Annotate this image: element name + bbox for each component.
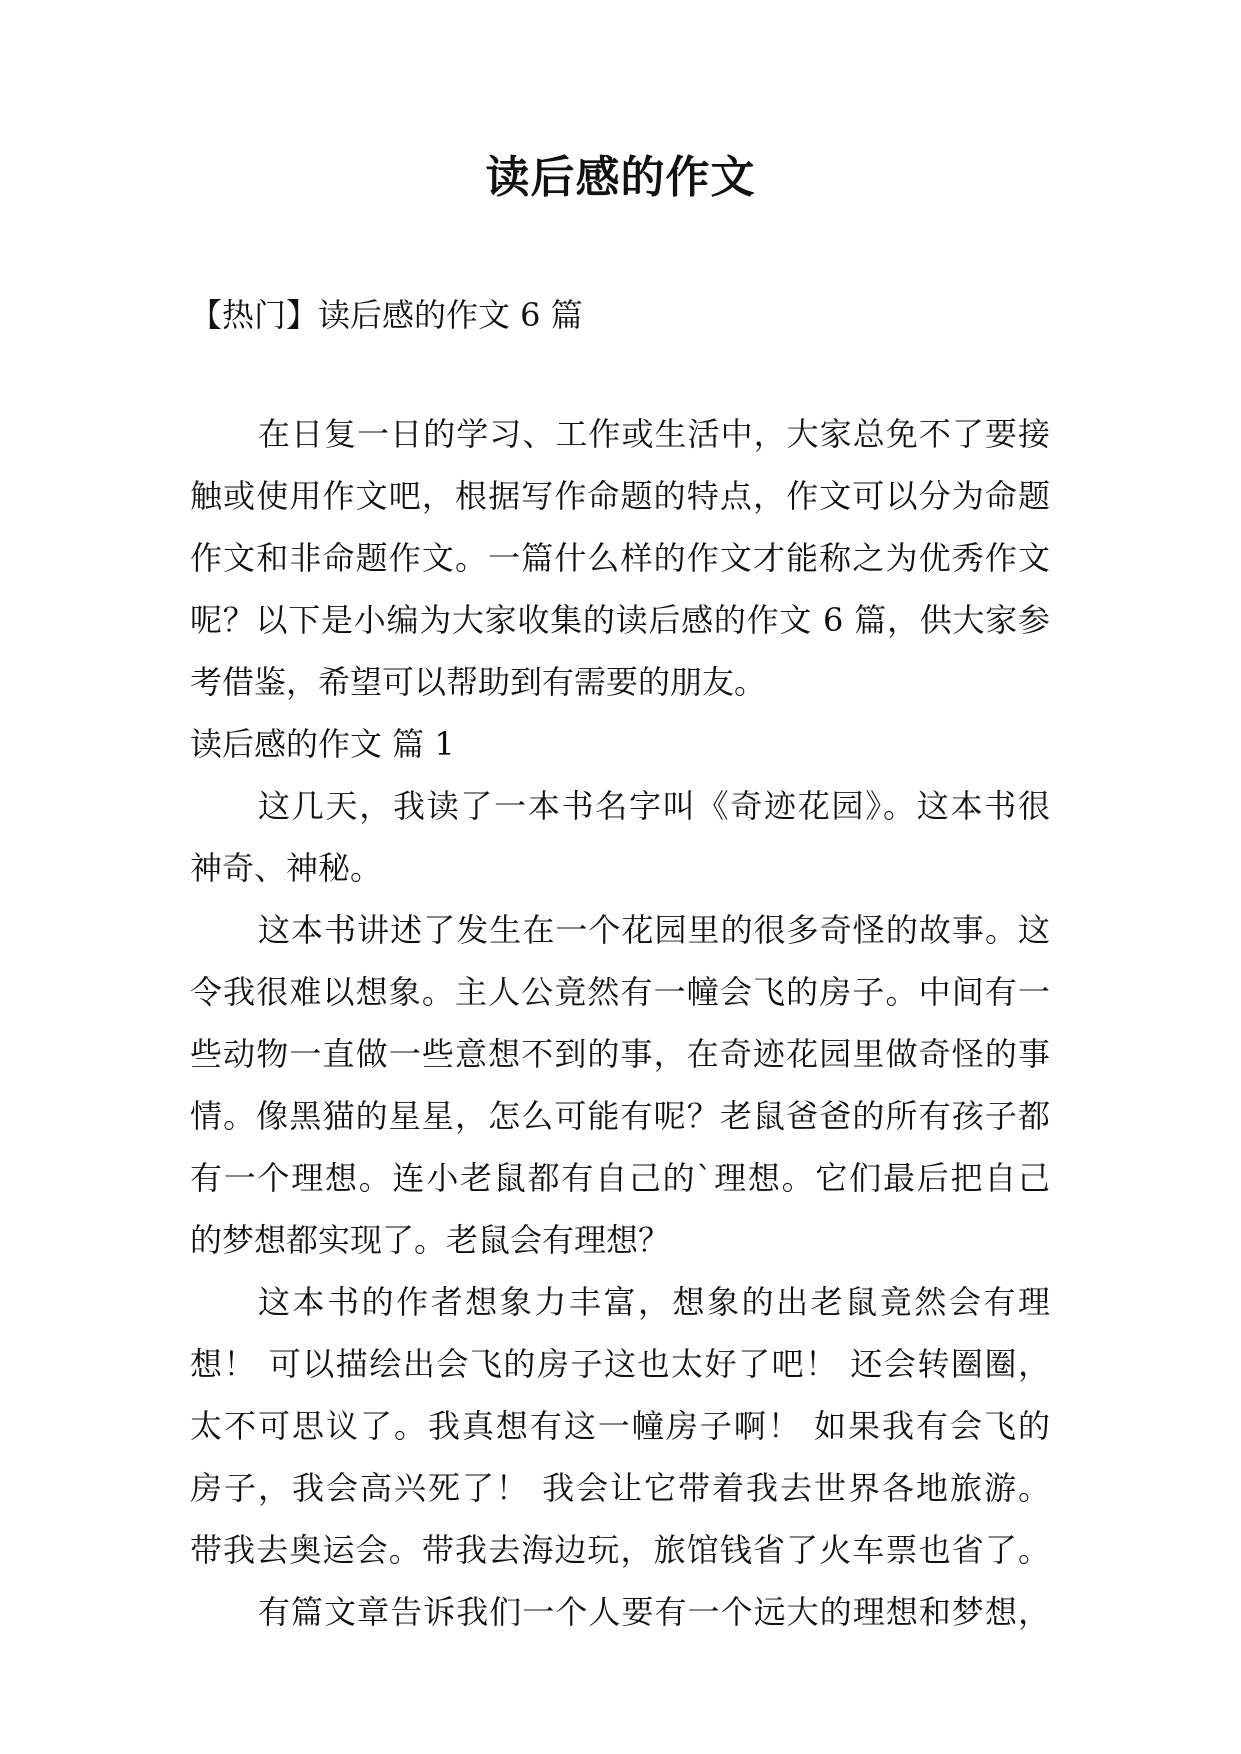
body-line: 情。像黑猫的星星，怎么可能有呢？老鼠爸爸的所有孩子都 (190, 1097, 1050, 1135)
body-line: 有一个理想。连小老鼠都有自己的`理想。它们最后把自己 (190, 1159, 1050, 1197)
body-line: 想！ 可以描绘出会飞的房子这也太好了吧！ 还会转圈圈， (190, 1345, 1050, 1383)
body-line: 有篇文章告诉我们一个人要有一个远大的理想和梦想， (258, 1593, 1050, 1631)
body-line: 考借鉴，希望可以帮助到有需要的朋友。 (190, 663, 767, 701)
body-line: 带我去奥运会。带我去海边玩，旅馆钱省了火车票也省了。 (190, 1531, 1050, 1569)
body-line: 些动物一直做一些意想不到的事，在奇迹花园里做奇怪的事 (190, 1035, 1050, 1073)
body-line: 太不可思议了。我真想有这一幢房子啊！ 如果我有会飞的 (190, 1407, 1050, 1445)
body-line: 房子，我会高兴死了！ 我会让它带着我去世界各地旅游。 (190, 1469, 1050, 1507)
document-title: 读后感的作文 (485, 152, 756, 203)
body-line: 神奇、神秘。 (190, 849, 383, 887)
body-line: 的梦想都实现了。老鼠会有理想？ (190, 1221, 671, 1259)
body-line: 令我很难以想象。主人公竟然有一幢会飞的房子。中间有一 (190, 973, 1050, 1011)
body-line: 这几天，我读了一本书名字叫《奇迹花园》。这本书很 (258, 787, 1050, 825)
body-line: 呢？以下是小编为大家收集的读后感的作文 6 篇，供大家参 (190, 601, 1050, 639)
body-line: 触或使用作文吧，根据写作命题的特点，作文可以分为命题 (190, 477, 1050, 515)
body-line: 在日复一日的学习、工作或生活中，大家总免不了要接 (258, 415, 1050, 453)
document-subtitle: 【热门】读后感的作文 6 篇 (190, 296, 583, 334)
body-line: 作文和非命题作文。一篇什么样的作文才能称之为优秀作文 (190, 539, 1050, 577)
section-heading: 读后感的作文 篇 1 (190, 725, 455, 763)
body-line: 这本书讲述了发生在一个花园里的很多奇怪的故事。这 (258, 911, 1050, 949)
document-body (190, 403, 1050, 1643)
body-line: 这本书的作者想象力丰富，想象的出老鼠竟然会有理 (258, 1283, 1050, 1321)
